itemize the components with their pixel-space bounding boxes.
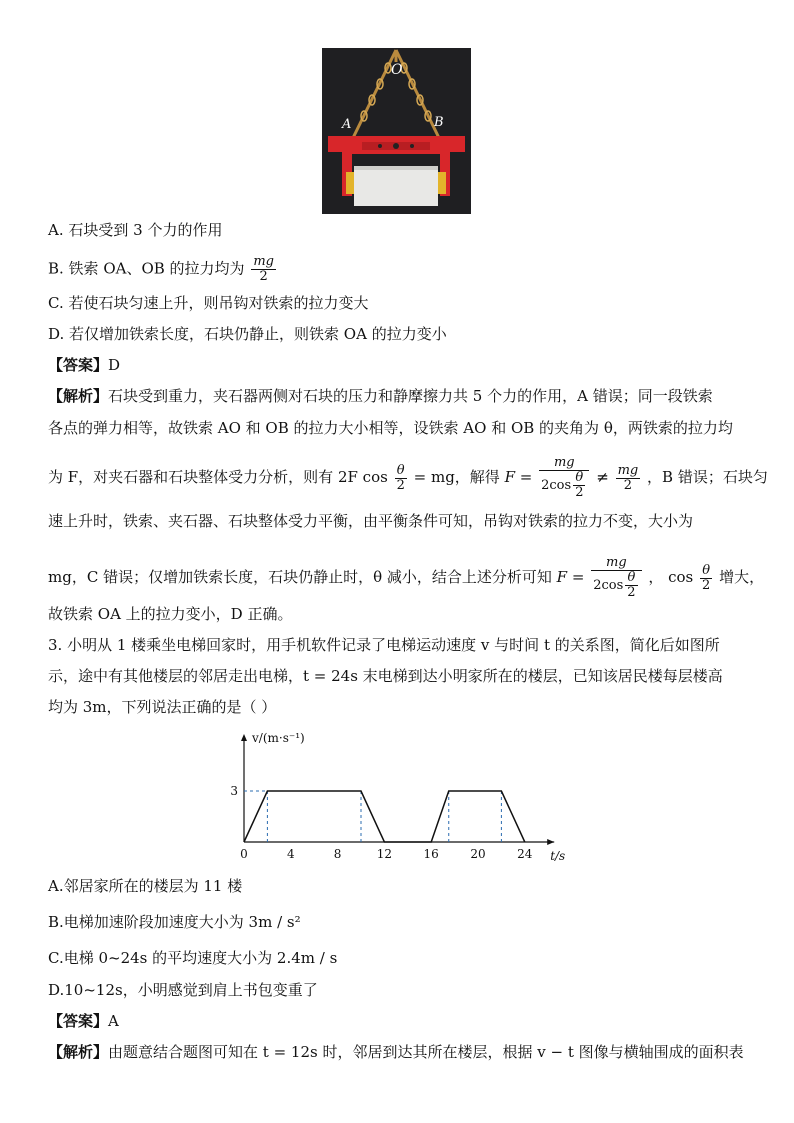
y-axis-label: v/(m·s⁻¹)	[252, 731, 305, 745]
frac-numerator: θ	[625, 571, 637, 586]
q2-analysis-line-2: 各点的弹力相等，故铁索 AO 和 OB 的拉力大小相等，设铁索 AO 和 OB 的夹角为 θ，两铁索的拉力均	[48, 419, 733, 437]
x-axis-label: t/s	[550, 849, 566, 863]
frac-denominator: 2	[627, 585, 636, 600]
frac-denominator	[539, 471, 589, 500]
answer-value: A	[108, 1012, 119, 1030]
frac-numerator: mg	[617, 462, 639, 478]
analysis-text: ， cos	[648, 568, 694, 586]
q3-option-a: A.邻居家所在的楼层为 11 楼	[48, 877, 243, 895]
frac-denominator: 2	[575, 485, 584, 500]
analysis-text: = mg，解得	[413, 468, 500, 486]
frac-denominator: 2	[259, 269, 268, 284]
x-axis-arrow	[547, 839, 554, 845]
theta-over-2	[625, 571, 637, 600]
q2-option-d: D. 若仅增加铁索长度，石块仍静止，则铁索 OA 的拉力变小	[48, 325, 447, 343]
analysis-text: mg，C 错误；仅增加铁索长度，石块仍静止时，θ 减小，结合上述分析可知	[48, 568, 552, 586]
frac-numerator: θ	[395, 464, 407, 479]
q3-analysis-line-1	[48, 1042, 744, 1062]
x-tick-label-8: 8	[333, 847, 342, 861]
y-tick-label-3: 3	[230, 784, 238, 798]
theta-over-2	[700, 564, 712, 593]
x-tick-label-0: 0	[240, 847, 248, 861]
q2-analysis-line-6: 故铁索 OA 上的拉力变小，D 正确。	[48, 605, 293, 623]
q3-stem-line-3: 均为 3m，下列说法正确的是（ ）	[48, 698, 277, 716]
frac-numerator: mg	[591, 556, 641, 571]
frac-numerator: θ	[573, 471, 585, 486]
mg-over-2cos	[539, 456, 589, 500]
den-text: 2cos	[593, 578, 624, 593]
answer-tag: 【答案】	[48, 1012, 109, 1030]
analysis-text: 增大，	[719, 568, 765, 586]
q3-option-c: C.电梯 0~24s 的平均速度大小为 2.4m / s	[48, 949, 338, 967]
x-tick-label-20: 20	[470, 847, 486, 861]
x-tick-label-24: 24	[517, 847, 533, 861]
q3-option-d: D.10~12s，小明感觉到肩上书包变重了	[48, 981, 318, 999]
q2-option-b	[48, 255, 278, 284]
analysis-text: 石块受到重力，夹石器两侧对石块的压力和静摩擦力共 5 个力的作用，A 错误；同一段铁索	[108, 387, 713, 405]
q2-answer	[48, 355, 120, 375]
q3-stem-line-1: 3. 小明从 1 楼乘坐电梯回家时，用手机软件记录了电梯运动速度 v 与时间 t 的关系图，简化后如图所	[48, 636, 720, 654]
label-b: B	[434, 115, 444, 130]
answer-tag: 【答案】	[48, 356, 109, 374]
q3-answer	[48, 1011, 119, 1031]
frac-denominator: 2	[396, 477, 405, 493]
theta-over-2	[395, 464, 407, 493]
analysis-text: ≠	[596, 468, 609, 486]
frac-numerator: mg	[253, 254, 274, 269]
mg-over-2cos	[591, 556, 641, 600]
frac-denominator: 2	[702, 577, 711, 593]
q2-analysis-line-5	[48, 556, 764, 600]
analysis-tag: 【解析】	[48, 387, 109, 405]
q2-analysis-line-1	[48, 386, 713, 406]
theta-over-2	[573, 471, 585, 500]
x-tick-label-16: 16	[423, 847, 439, 861]
q2-option-b-fraction	[251, 255, 276, 284]
velocity-time-chart	[224, 728, 574, 868]
frac-denominator: 2	[623, 477, 633, 493]
analysis-text: ，B 错误；石块匀	[647, 468, 768, 486]
analysis-text: 由题意结合题图可知在 t = 12s 时，邻居到达其所在楼层，根据 v − t 图像与横轴围成的面积表	[108, 1043, 744, 1061]
stone-clamp-photo	[322, 48, 471, 214]
frac-denominator	[591, 571, 641, 600]
q2-option-c: C. 若使石块匀速上升，则吊钩对铁索的拉力变大	[48, 294, 369, 312]
q3-stem-line-2: 示，途中有其他楼层的邻居走出电梯，t = 24s 末电梯到达小明家所在的楼层，已知该居民楼每层楼高	[48, 667, 723, 685]
q2-analysis-line-3	[48, 456, 768, 500]
y-axis-arrow	[241, 734, 247, 741]
q3-option-b: B.电梯加速阶段加速度大小为 3m / s²	[48, 913, 301, 931]
label-o: O	[391, 62, 403, 78]
mg-over-2	[616, 464, 641, 493]
q2-analysis-line-4: 速上升时，铁索、夹石器、石块整体受力平衡，由平衡条件可知，吊钩对铁索的拉力不变，大小为	[48, 512, 694, 530]
q2-option-b-text: B. 铁索 OA、OB 的拉力均为	[48, 259, 245, 278]
den-text: 2cos	[541, 478, 572, 493]
velocity-series-line	[244, 791, 525, 842]
label-a: A	[342, 117, 352, 132]
x-tick-label-4: 4	[286, 847, 295, 861]
frac-numerator: θ	[700, 564, 712, 579]
analysis-tag: 【解析】	[48, 1043, 109, 1061]
frac-numerator: mg	[539, 456, 589, 471]
q2-option-a: A. 石块受到 3 个力的作用	[48, 221, 223, 239]
x-tick-label-12: 12	[376, 847, 393, 861]
analysis-text: F =	[504, 468, 533, 486]
answer-value: D	[108, 356, 121, 374]
analysis-text: F =	[556, 568, 585, 586]
analysis-text: 为 F，对夹石器和石块整体受力分析，则有 2F cos	[48, 468, 388, 486]
